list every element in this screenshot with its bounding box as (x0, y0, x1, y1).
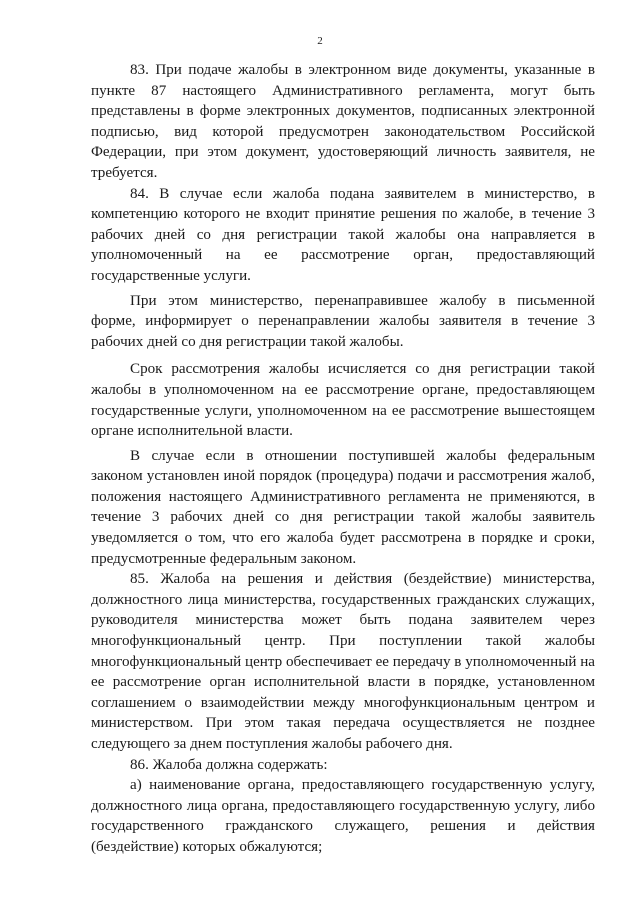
document-body (91, 60, 595, 858)
paragraph-85: 85. Жалоба на решения и действия (бездействие) министерства, должностного лица министерства, государственных гражданских служащих, руководителя министерства может быть подана заявителем через многофункциональный центр. При поступлении такой жалобы многофункциональный центр обеспечивает ее передачу в уполномоченный на ее рассмотрение орган исполнительной власти в порядке, установленном соглашением о взаимодействии между многофункциональным центром и министерством. При этом такая передача осуществляется не позднее следующего за днем поступления жалобы рабочего дня. (91, 571, 595, 752)
paragraph-84-review-term: Срок рассмотрения жалобы исчисляется со дня регистрации такой жалобы в уполномоченном на ее рассмотрение органе, предоставляющем государственные услуги, уполномоченном на ее рассмотрение вышестоящем органе исполнительной власти. (91, 361, 595, 440)
paragraph-84-redirect: При этом министерство, перенаправившее жалобу в письменной форме, информирует о перенаправлении жалобы заявителя в течение 3 рабочих дней со дня регистрации такой жалобы. (91, 292, 595, 350)
page-number: 2 (317, 35, 323, 47)
paragraph-84-federal-law: В случае если в отношении поступившей жалобы федеральным законом установлен иной порядок (процедура) подачи и рассмотрения жалоб, положения настоящего Административного регламента не применяются, в течение 3 рабочих дней со дня регистрации такой жалобы заявитель уведомляется о том, что его жалоба будет рассмотрена в порядке и сроки, предусмотренные федеральным законом. (91, 447, 595, 567)
paragraph-84: 84. В случае если жалоба подана заявителем в министерство, в компетенцию которого не входит принятие решения по жалобе, в течение 3 рабочих дней со дня регистрации такой жалобы она направляется в уполномоченный на ее рассмотрение орган, предоставляющий государственные услуги. (91, 185, 595, 284)
paragraph-83: 83. При подаче жалобы в электронном виде документы, указанные в пункте 87 настоящего Административного регламента, могут быть представлены в форме электронных документов, подписанных электронной подписью, вид которой предусмотрен законодательством Российской Федерации, при этом документ, удостоверяющий личность заявителя, не требуется. (91, 62, 595, 181)
paragraph-86-a: а) наименование органа, предоставляющего государственную услугу, должностного лица органа, предоставляющего государственную услугу, либо государственного гражданского служащего, решения и действия (бездействие) которых обжалуются; (91, 777, 595, 855)
paragraph-86: 86. Жалоба должна содержать: (130, 756, 328, 773)
